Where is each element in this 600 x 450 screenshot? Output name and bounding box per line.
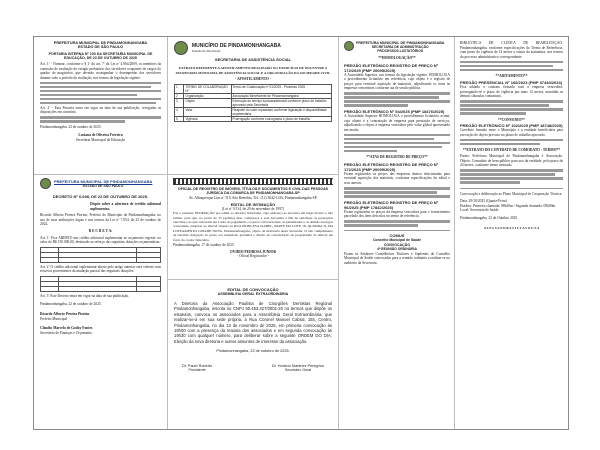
contratos-notice: [460, 41, 563, 425]
decree-art3: Art. 3º Este Decreto entra em vigor na data de sua publicação.: [40, 293, 130, 298]
convocacao-signer1: Dr. Paulo Roberto: [182, 363, 213, 368]
assist-subheader: Estado de São Paulo: [192, 48, 221, 53]
table-cell: Objeto: [184, 98, 231, 107]
table-cell: TERMO DE COLABORAÇÃO Nº: [184, 84, 231, 93]
aditamento-heading: **ADITAMENTO**: [495, 74, 528, 79]
table-cell: Vigência: [184, 116, 231, 121]
registro-title: OFICIAL DE REGISTRO DE IMÓVEIS, TÍTULOS E DOCUMENTOS E CIVIL DAS PESSOAS JURÍDICA DA COMARCA DE PINDAMONHANGABA-SP: [177, 187, 329, 195]
table-row: [175, 116, 332, 121]
decree-title: DECRETO Nº 6.698, DE 22 DE OUTUBRO DE 2025.: [52, 194, 149, 199]
column-3: [339, 37, 454, 429]
portaria-signer: Luciana de Oliveira Ferreira: [78, 133, 123, 138]
meeting-date: Data: 29/10/2025 (Quarta-Feira): [460, 199, 507, 204]
decree-date: Pindamonhangaba, 22 de outubro de 2025.: [40, 301, 102, 306]
assist-department: SECRETARIA DE ASSISTÊNCIA SOCIAL: [214, 57, 292, 62]
table-cell: Associação Beneficente de Pindamonhangaba: [231, 93, 332, 98]
decree-signer2-role: Secretário de Finanças e Orçamento: [40, 330, 92, 335]
annulment-table: [40, 276, 161, 292]
pregao-94-title: PREGÃO ELETRÔNICO Nº 94/2025 (PMP 18476/2025): [344, 108, 445, 114]
table-cell: 5: [175, 116, 184, 121]
table-row: [175, 98, 332, 107]
pregao-102-title: PREGÃO ELETRÔNICO Nº 102/2025 (PMP 18748/2025): [460, 123, 563, 129]
table-cell: Prorrogação conforme cronograma e plano de trabalho: [231, 116, 332, 121]
pregao-rp-96-title: PREGÃO ELETRÔNICO REGISTRO DE PREÇO Nº 96/2025 (PMP 17842/2025): [344, 199, 439, 210]
table-cell: Execução do serviço socioassistencial conforme plano de trabalho aprovado pela Secretaria: [231, 98, 332, 107]
convocacao-notice: [174, 283, 332, 426]
column-4: [455, 37, 568, 429]
notice-date: Pindamonhangaba, 22 de Outubro 2025.: [460, 216, 519, 221]
convocacao-body: A Diretoria da Associação Paulista de Cirurgiões Dentistas Regional Pindamonhangaba, inscrita no CNPJ 50.453.327/0001-20 no termos que dispõe os estatutos, convoca os associados para a Assembleia Geral Extraordinária, que realizar-se-á em sua sede própria, à Rua Coronel Manoel Cabral, 155, Centro, Pindamonhangaba, no dia 13 de novembro de 2025, em primeira convocação às 19h00 com a presença da maioria dos associados e em segunda convocação às 19h30 com qualquer número, para deliberar sobre a seguinte ORDEM DO DIA: Eleição da nova diretoria e outros assuntos de interesse da associação.: [174, 301, 332, 344]
pregao-160-body: Fica aditado o contrato firmado com a empresa vencedora, prorrogando-se o prazo de vigência por mais 12 meses, mantidas as demais cláusulas contratuais.: [460, 84, 563, 99]
pregao-rp-172-title: PREGÃO ELETRÔNICO REGISTRO DE PREÇO Nº 172/2025 (PMP 20095/2025): [344, 161, 439, 172]
edital-body: Faz o presente INTIMAÇÃO por edital ao devedor fiduciante, cujo endereço se encontra em lugar incerto e não sabido, para que, no prazo de 15 (quinze) dias, compareça a esta Serventia a fim de satisfazer as prestações vencidas e as que vencerem até a data do pagamento, os juros convencionais, as penalidades e os demais encargos contratuais, relativas ao imóvel situado na RUA PRINCESA ISABEL, PARTE DO LOTE 18, QUADRA N, DO LOTEAMENTO CIDADE NOVA, Pindamonhangaba, objeto da matrícula desta Serventia. O não cumprimento da referida obrigação no prazo ora estipulado garantirá o direito de consolidação da propriedade do imóvel em favor do credor fiduciário.: [173, 211, 333, 242]
notice-signer: A L E S S A N D R A S I L V A S O U Z A: [483, 225, 540, 230]
convenio-heading: **CONVENIO**: [498, 117, 525, 122]
pregao-94-body: A Autoridade Superior HOMOLOGA o procedimento licitatório acima, cujo objeto é a contratação de empresa para prestação de serviços, adjudicando o objeto à empresa vencedora pelo valor global apresentado em sessão.: [344, 113, 450, 132]
decree-art1: Art. 1º Fica ABERTO um crédito adicional suplementar ao orçamento vigente, no valor de R$ 150.000,00, destinado ao reforço das seguintes dotações orçamentárias:: [40, 235, 161, 245]
comodato-heading: **EXTRATO DO CONTRATO DE COMODATO - TERMO**: [462, 148, 561, 153]
table-row: [175, 107, 332, 116]
apostilamento-table: [174, 84, 332, 122]
comus-reuniao: 4ª REUNIÃO ORDINÁRIA: [377, 246, 417, 251]
pregao-172-title: PREGÃO ELETRÔNICO REGISTRO DE PREÇO Nº 172/2025 (PMP 20095/2025): [344, 62, 439, 73]
municipal-crest-icon: [174, 41, 188, 55]
table-cell: Valor: [184, 107, 231, 116]
comus-body: Ficam os Senhores Conselheiros Titulares e Suplentes do Conselho Municipal de Saúde convocados para a reunião ordinária a realizar-se no auditório da Secretaria.: [344, 251, 450, 265]
edital-signer: OVIDIO PEDROSA JUNIOR: [229, 249, 277, 254]
convocacao-subtitle: ASSEMBLEIA GERAL EXTRAORDINÁRIA: [217, 292, 289, 296]
contrato-top-body: BIBLIOTECA DE CLÍNICA DE REABILITAÇÃO. Pindamonhangaba, conforme especificações do Termo de Referência, com prazo de vigência de 12 meses a contar da assinatura, nos termos do processo administrativo correspondente.: [460, 41, 563, 59]
notice-subheader: ESTADO DE SÃO PAULO: [77, 45, 124, 49]
pregao-102-body: Convênio firmado entre o Município e a entidade beneficiária para execução do objeto previsto no plano de trabalho aprovado.: [460, 128, 563, 137]
notice-header: PREFEITURA MUNICIPAL DE PINDAMONHANGABA: [53, 41, 148, 45]
credit-table: [40, 247, 161, 263]
portaria-date: Pindamonhangaba, 23 de outubro de 2025.: [40, 124, 102, 129]
atas-heading: **ATAS DE REGISTRO DE PREÇO**: [366, 155, 428, 160]
convocacao-date: Pindamonhangaba, 22 de outubro de 2025.: [216, 349, 290, 354]
pregao-160-title: PREGÃO PRESENCIAL Nº 160/2023 (PMP 37440/2023): [460, 79, 563, 85]
licitacoes-notice: [344, 41, 450, 425]
table-cell: 3: [175, 98, 184, 107]
decree-decreta: D E C R E T A:: [88, 228, 113, 233]
cooperacao-note: Convocação e deliberação ao Plano Municipal de Cooperação Técnica.: [460, 191, 563, 196]
registro-notice: [173, 178, 333, 276]
decree-signer1-role: Prefeito Municipal: [40, 316, 68, 321]
assist-header: MUNICÍPIO DE PINDAMONHANGABA: [192, 42, 281, 49]
table-cell: 2: [175, 93, 184, 98]
convocacao-title: EDITAL DE CONVOCAÇÃO: [227, 287, 279, 292]
comodato-body: Partes: Prefeitura Municipal de Pindamonhangaba e Associação. Objeto: Comodato de bem público para uso da entidade, pelo prazo de 24 meses, conforme termo assinado.: [460, 153, 563, 168]
convocacao-signer2-role: Secretário Geral: [284, 368, 312, 373]
licit-header: PREFEITURA MUNICIPAL DE PINDAMONHANGABA: [356, 41, 445, 45]
table-cell: Organização: [184, 93, 231, 98]
portaria-article: Art. 2º - Esta Portaria entra em vigor na data de sua publicação, revogadas as disposições em contrário.: [40, 105, 161, 115]
pregao-172-body: A Autoridade Superior, nos termos da legislação vigente, HOMOLOGA o procedimento licitatório em referência, cujo objeto é o registro de preços para eventual aquisição de materiais, adjudicando os itens às empresas vencedoras conforme ata de sessão pública.: [344, 72, 450, 91]
table-row: [175, 84, 332, 93]
decree-art2: Art. 2º O crédito adicional suplementar aberto pelo artigo anterior será coberto com recursos provenientes da anulação parcial das seguintes dotações:: [40, 264, 161, 274]
portaria-title: PORTARIA INTERNA Nº 100 DA SECRETARIA MUNICIPAL DE EDUCAÇÃO, DE 23 DE OUTUBRO DE 2025: [48, 52, 153, 60]
notice-border-ornament: [173, 178, 333, 185]
column-2: [168, 37, 338, 429]
decree-ementa: Dispõe sobre a abertura de crédito adicional suplementar.: [90, 202, 161, 211]
assist-extrato: EXTRATO REFERENTE A APOSTILAMENTO REALIZADO NO EXERCÍCIO DE 2025 ENTRE A SECRETARIA MUNICIPAL DE ASSISTÊNCIA SOCIAL E A ORGANIZAÇÃO DA SOCIEDADE CIVIL: [175, 66, 331, 75]
decree-signer1: Ricardo Alberto Pereira Piorino: [40, 312, 90, 317]
city-seal-icon: [40, 178, 51, 189]
edital-signer-role: - Oficial Registrador -: [237, 254, 269, 259]
edital-subtitle: (Lei nº 9.514, de 20 de novembro de 1997): [222, 206, 284, 211]
edital-date: Pindamonhangaba, 17 de outubro de 2025.: [173, 243, 235, 248]
table-cell: 4: [175, 107, 184, 116]
comus-convocacao: CONVOCAÇÃO: [383, 242, 411, 247]
meeting-local: Local: Secretaria de Saúde: [460, 208, 499, 213]
city-seal-icon: [344, 41, 354, 51]
licit-subheader: SECRETARIA DE ADMINISTRAÇÃO: [371, 45, 429, 49]
newspaper-page: [33, 36, 569, 430]
column-1: [34, 37, 167, 429]
portaria-signer-role: Secretária Municipal de Educação: [75, 138, 126, 143]
comus-subheading: Conselho Municipal de Saúde: [372, 237, 422, 242]
convocacao-signer1-role: Presidente: [188, 368, 206, 373]
pregao-rp-96-body: Ficam registrados os preços da empresa vencedora para o fornecimento parcelado dos itens descritos no termo de referência.: [344, 209, 450, 219]
decree-header: PREFEITURA MUNICIPAL DE PINDAMONHANGABA: [54, 179, 153, 184]
table-cell: 1: [175, 84, 184, 93]
table-cell: Termo de Colaboração nº 01/2025 - Processo 2025: [231, 84, 332, 93]
homologacao-heading: **HOMOLOGAÇÃO**: [378, 56, 416, 60]
convocacao-signer2: Dr. Horácio Martinez Peregrino: [271, 363, 324, 368]
pregao-rp-172-body: Ficam registrados os preços das empresas abaixo relacionadas para eventual aquisição dos materiais, conforme especificações do edital e seus anexos.: [344, 171, 450, 185]
portaria-body: Art. 1º - Nomear, conforme o § 1º do art. 7º da Lei nº 4.964/2009, os membros da comissão de avaliação do estágio probatório dos servidores ocupantes de cargos do quadro do magistério, que deverão acompanhar o desempenho dos servidores durante todo o período de avaliação, nos termos da legislação vigente.: [40, 62, 161, 80]
meeting-hour: Horário: Primeira chamada: 08h30m / Segunda chamada: 09h00m: [460, 203, 556, 208]
decree-preamble: Ricardo Alberto Pereira Piorino, Prefeito do Município de Pindamonhangaba, no uso de suas atribuições legais e nos termos da Lei nº 7.054, de 25 de outubro de 2024,: [40, 213, 161, 227]
decree-signer2: Cláudio Marcelo de Godoy Fontes: [40, 326, 93, 331]
assist-apostilamento: - APOSTILAMENTO -: [235, 77, 271, 82]
decree-notice: [40, 178, 161, 426]
table-cell: Reajuste do valor repassado conforme legislação e disponibilidade orçamentária: [231, 107, 332, 116]
registro-address: Av. Albuquerque Lins nº 519, São Benedito, Tel.: (12) 3642-1416, Pindamonhangaba-SP.: [188, 196, 318, 200]
assistencia-notice: [174, 41, 332, 171]
decree-subheader: ESTADO DE SÃO PAULO: [83, 184, 124, 188]
portaria-notice: [40, 41, 161, 171]
comus-heading: COMUS: [389, 232, 405, 238]
edital-title: EDITAL DE INTIMAÇÃO: [230, 201, 276, 207]
licit-section: PROCESSOS LICITATÓRIOS: [377, 49, 424, 53]
